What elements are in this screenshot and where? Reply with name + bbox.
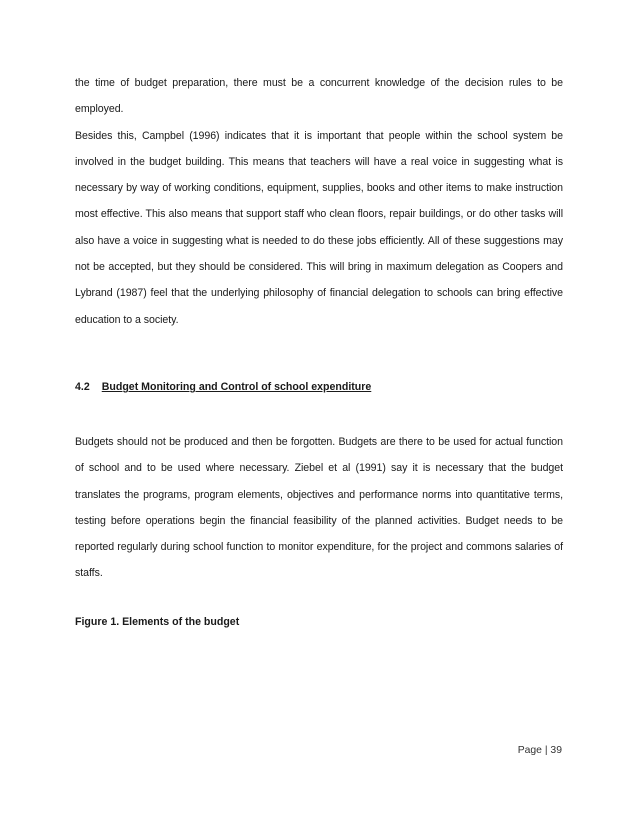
paragraph-2: Besides this, Campbel (1996) indicates that it is important that people within the school system be involved in the budget building. This means that teachers will have a real voice in suggesting what is necessary by way of working conditions, equipment, supplies, books and other items to make instruction most effective. This also means that support staff who clean floors, repair buildings, or do other tasks will also have a voice in suggesting what is needed to do these jobs efficiently. All of these suggestions may not be accepted, but they should be considered. This will bring in maximum delegation as Coopers and Lybrand (1987) feel that the underlying philosophy of financial delegation to schools can bring effective education to a society. (75, 129, 563, 326)
document-page (75, 70, 563, 333)
paragraph-3: Budgets should not be produced and then be forgotten. Budgets are there to be used for actual function of school and to be used where necessary. Ziebel et al (1991) say it is necessary that the budget translates the programs, program elements, objectives and performance norms into quantitative terms, testing before operations begin the financial feasibility of the planned activities. Budget needs to be reported regularly during school function to monitor expenditure, for the project and commons salaries of staffs. (75, 436, 563, 580)
section-title: Budget Monitoring and Control of school expenditure (101, 381, 372, 393)
paragraph-1: the time of budget preparation, there must be a concurrent knowledge of the decision rules to be employed. (75, 77, 563, 116)
page-number: Page | 39 (517, 745, 562, 756)
section-heading (75, 381, 371, 393)
section-number: 4.2 (75, 381, 90, 393)
figure-caption: Figure 1. Elements of the budget (75, 616, 240, 628)
